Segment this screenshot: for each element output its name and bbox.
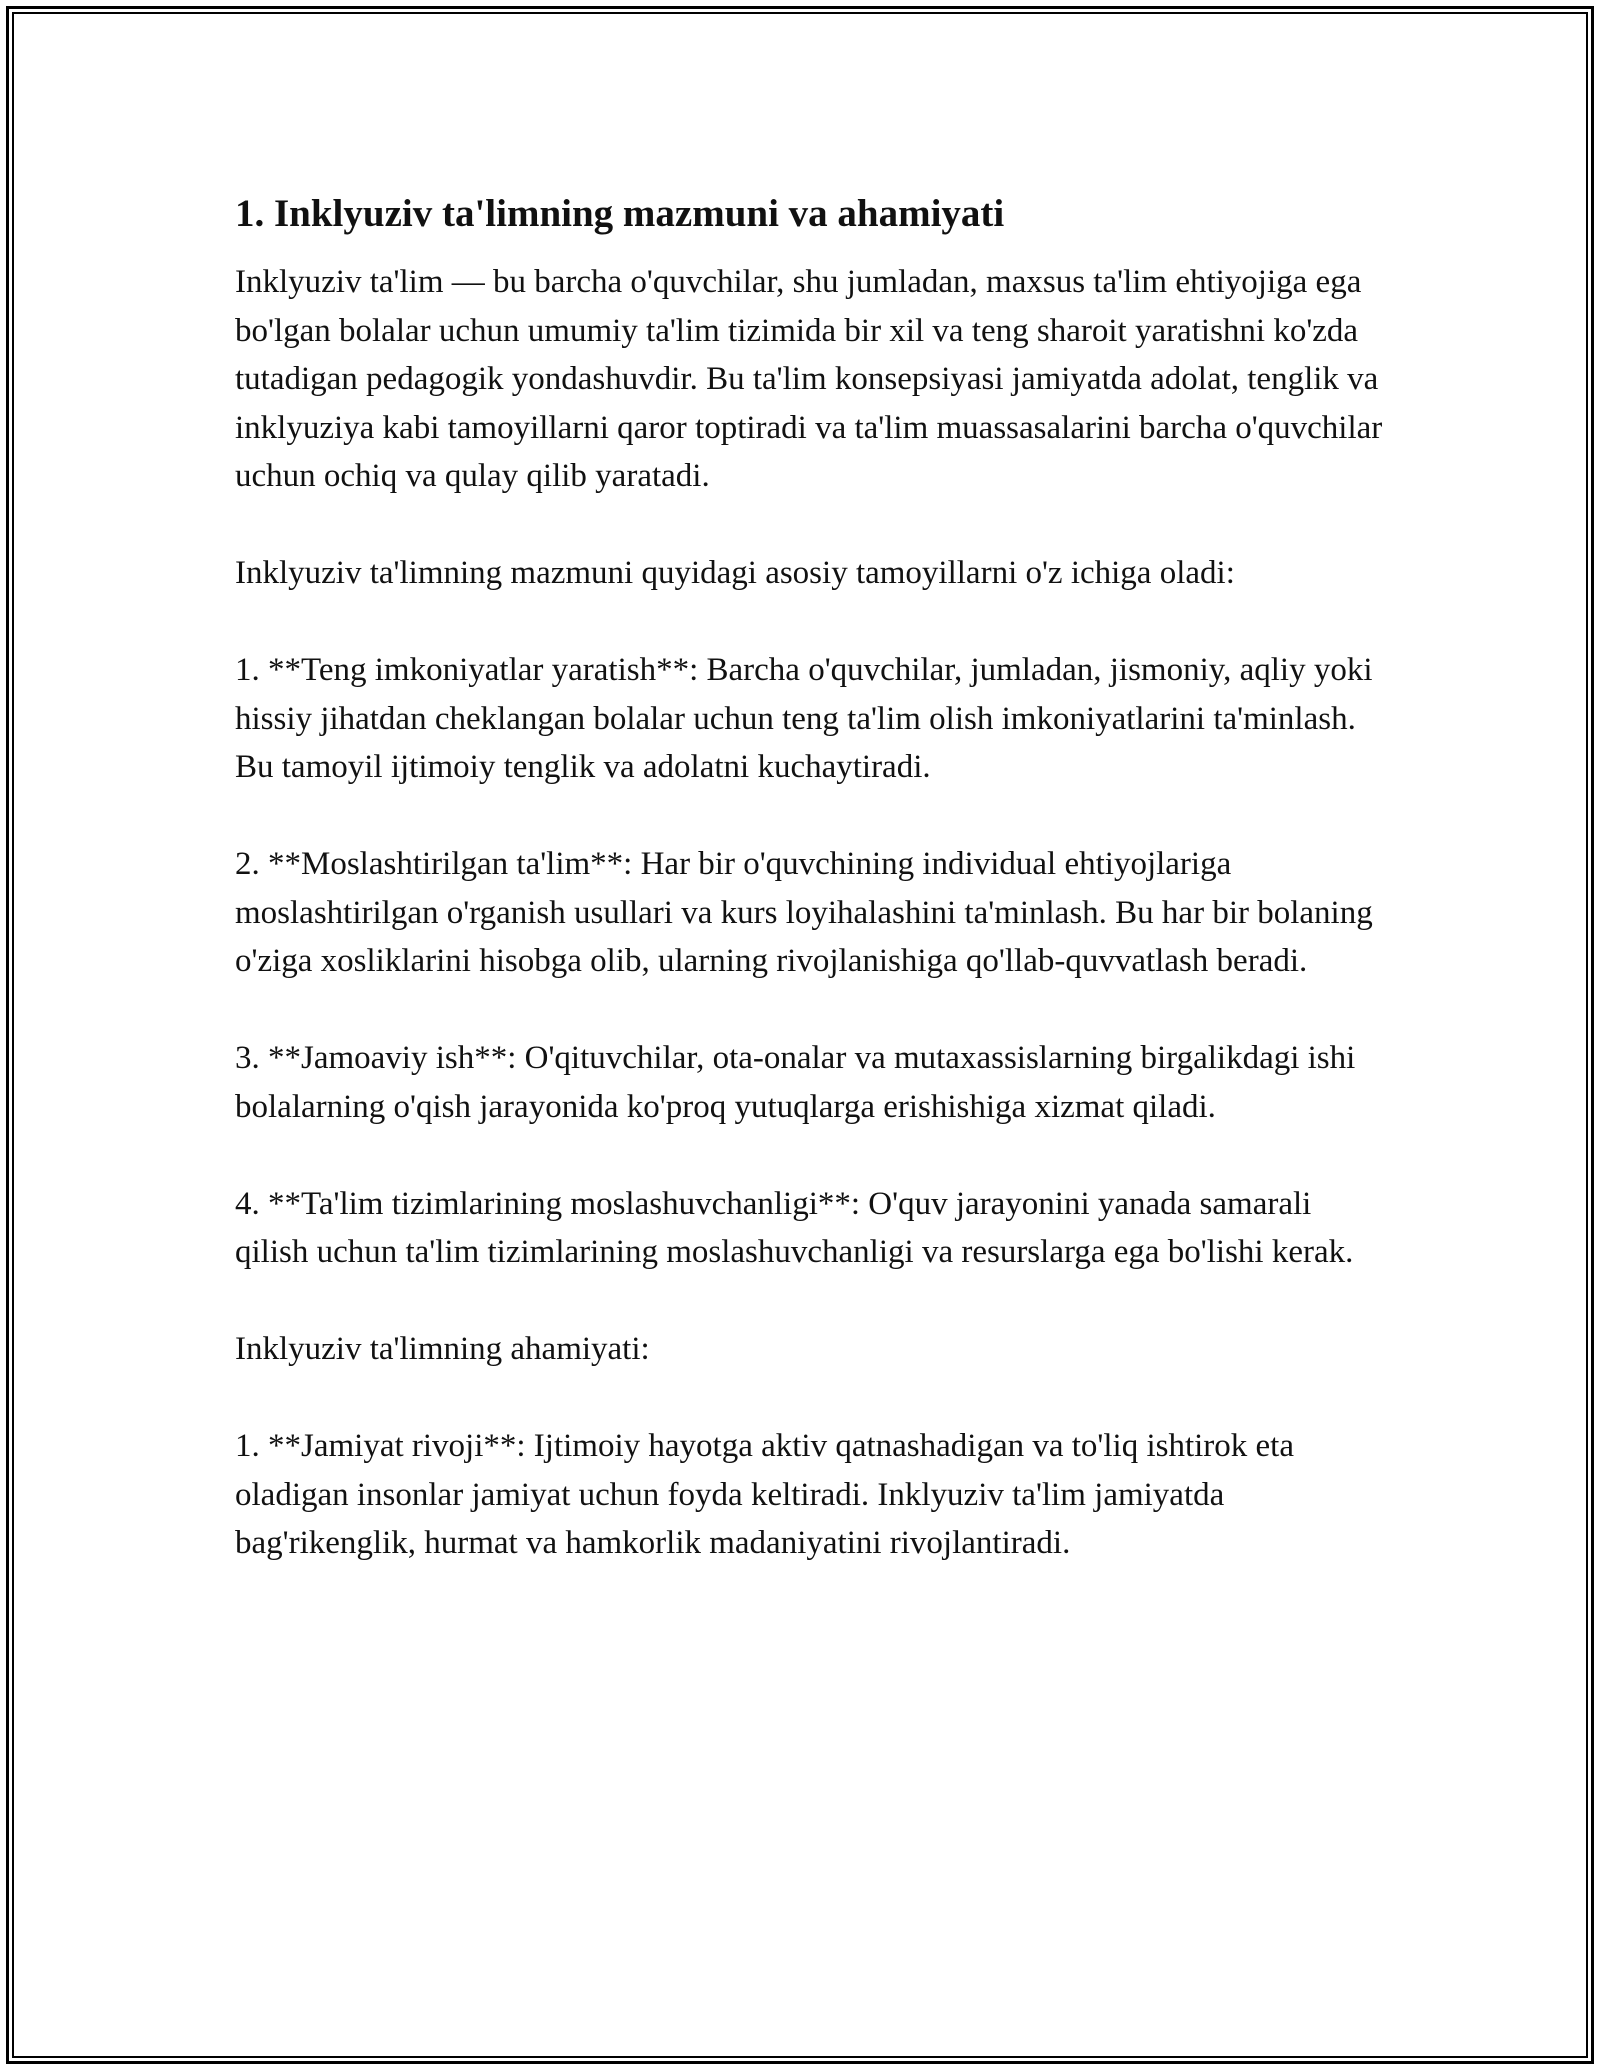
importance-lead-paragraph: Inklyuziv ta'limning ahamiyati:	[235, 1331, 650, 1367]
principle-item-4: 4. **Ta'lim tizimlarining moslashuvchanligi**: O'quv jarayonini yanada samarali qilish uchun ta'lim tizimlarining moslashuvchanligi va resurslarga ega bo'lishi kerak.	[235, 1185, 1354, 1270]
document-body	[235, 188, 1385, 1568]
principle-item-2: 2. **Moslashtirilgan ta'lim**: Har bir o'quvchining individual ehtiyojlariga moslashtirilgan o'rganish usullari va kurs loyihalashini ta'minlash. Bu har bir bolaning o'ziga xosliklarini hisobga olib, ularning rivojlanishiga qo'llab-quvvatlash beradi.	[235, 846, 1373, 979]
principle-item-3: 3. **Jamoaviy ish**: O'qituvchilar, ota-onalar va mutaxassislarning birgalikdagi ishi bolalarning o'qish jarayonida ko'proq yutuqlarga erishishiga xizmat qiladi.	[235, 1040, 1356, 1125]
principles-lead-paragraph: Inklyuziv ta'limning mazmuni quyidagi asosiy tamoyillarni o'z ichiga oladi:	[235, 555, 1235, 591]
principle-item-1: 1. **Teng imkoniyatlar yaratish**: Barcha o'quvchilar, jumladan, jismoniy, aqliy yoki hissiy jihatdan cheklangan bolalar uchun teng ta'lim olish imkoniyatlarini ta'minlash. Bu tamoyil ijtimoiy tenglik va adolatni kuchaytiradi.	[235, 652, 1373, 785]
section-heading: 1. Inklyuziv ta'limning mazmuni va ahamiyati	[235, 192, 1005, 235]
importance-item-1: 1. **Jamiyat rivoji**: Ijtimoiy hayotga aktiv qatnashadigan va to'liq ishtirok eta oladigan insonlar jamiyat uchun foyda keltiradi. Inklyuziv ta'lim jamiyatda bag'rikenglik, hurmat va hamkorlik madaniyatini rivojlantiradi.	[235, 1428, 1294, 1561]
intro-paragraph: Inklyuziv ta'lim — bu barcha o'quvchilar, shu jumladan, maxsus ta'lim ehtiyojiga ega bo'lgan bolalar uchun umumiy ta'lim tizimida bir xil va teng sharoit yaratishni ko'zda tutadigan pedagogik yondashuvdir. Bu ta'lim konsepsiyasi jamiyatda adolat, tenglik va inklyuziya kabi tamoyillarni qaror toptiradi va ta'lim muassasalarini barcha o'quvchilar uchun ochiq va qulay qilib yaratadi.	[235, 264, 1383, 494]
